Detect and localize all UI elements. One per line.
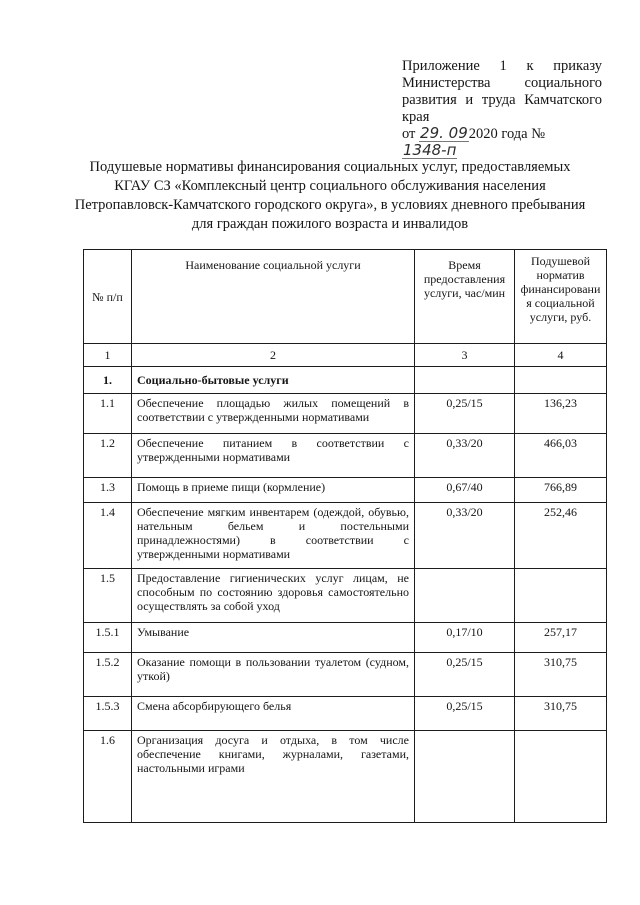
annex-line-4: края [402, 109, 430, 125]
row-norm: 310,75 [515, 653, 607, 697]
annex-date-line [402, 126, 602, 160]
annex-header [402, 58, 602, 160]
row-name: Обеспечение площадью жилых помещений в соответствии с утвержденными нормативами [132, 394, 415, 434]
row-time: 0,17/10 [415, 623, 515, 653]
table-row [84, 653, 607, 697]
date-middle: 2020 года № [468, 126, 546, 142]
row-num: 1.5 [84, 569, 132, 623]
row-time: 0,25/15 [415, 394, 515, 434]
row-num: 1.5.1 [84, 623, 132, 653]
norms-table [83, 249, 607, 823]
row-num: 1.6 [84, 731, 132, 823]
row-num: 1.4 [84, 503, 132, 569]
index-cell: 4 [515, 344, 607, 367]
row-num: 1.5.2 [84, 653, 132, 697]
section-num: 1. [84, 367, 132, 394]
section-time-empty [415, 367, 515, 394]
row-time [415, 569, 515, 623]
handwritten-date: 29. 09 [420, 124, 468, 142]
header-num: № п/п [84, 250, 132, 344]
index-cell: 2 [132, 344, 415, 367]
row-name: Обеспечение мягким инвентарем (одеждой, обувью, нательным бельем и постельными принадлежностями) в соответствии с утвержденными нормативами [132, 503, 415, 569]
row-norm: 310,75 [515, 697, 607, 731]
table-row [84, 731, 607, 823]
document-title: Подушевые нормативы финансирования социальных услуг, предоставляемых КГАУ СЗ «Комплексный центр социального обслуживания населения Петропавловск-Камчатского городского округа», в условиях дневного пребывания для граждан пожилого возраста и инвалидов [74, 159, 586, 232]
row-time: 0,33/20 [415, 434, 515, 478]
section-row [84, 367, 607, 394]
index-cell: 1 [84, 344, 132, 367]
row-norm: 252,46 [515, 503, 607, 569]
annex-line-2: Министерства социального [402, 75, 602, 91]
table-index-row [84, 344, 607, 367]
table-row [84, 569, 607, 623]
section-norm-empty [515, 367, 607, 394]
table-row [84, 623, 607, 653]
table-header-row [84, 250, 607, 344]
row-name: Умывание [132, 623, 415, 653]
row-norm: 257,17 [515, 623, 607, 653]
row-norm: 466,03 [515, 434, 607, 478]
annex-line-1: Приложение 1 к приказу [402, 58, 602, 74]
row-name: Оказание помощи в пользовании туалетом (судном, уткой) [132, 653, 415, 697]
row-time: 0,25/15 [415, 653, 515, 697]
section-name: Социально-бытовые услуги [132, 367, 415, 394]
header-name: Наименование социальной услуги [132, 250, 415, 344]
header-time: Время предоставления услуги, час/мин [415, 250, 515, 344]
row-num: 1.1 [84, 394, 132, 434]
row-norm: 766,89 [515, 478, 607, 503]
index-cell: 3 [415, 344, 515, 367]
row-name: Организация досуга и отдыха, в том числе обеспечение книгами, журналами, газетами, настольными играми [132, 731, 415, 823]
row-norm [515, 731, 607, 823]
row-name: Смена абсорбирующего белья [132, 697, 415, 731]
row-num: 1.3 [84, 478, 132, 503]
handwritten-order-number: 1348-п [403, 141, 457, 159]
row-name: Помощь в приеме пищи (кормление) [132, 478, 415, 503]
table-row [84, 478, 607, 503]
row-time: 0,33/20 [415, 503, 515, 569]
table-row [84, 434, 607, 478]
annex-line-3: развития и труда Камчатского [402, 92, 602, 108]
row-name: Обеспечение питанием в соответствии с утвержденными нормативами [132, 434, 415, 478]
row-time [415, 731, 515, 823]
header-norm: Подушевой норматив финансировани я социальной услуги, руб. [515, 250, 607, 344]
row-time: 0,25/15 [415, 697, 515, 731]
table-row [84, 394, 607, 434]
row-time: 0,67/40 [415, 478, 515, 503]
table-row [84, 697, 607, 731]
row-norm [515, 569, 607, 623]
row-num: 1.2 [84, 434, 132, 478]
row-norm: 136,23 [515, 394, 607, 434]
table-row [84, 503, 607, 569]
row-num: 1.5.3 [84, 697, 132, 731]
row-name: Предоставление гигиенических услуг лицам, не способным по состоянию здоровья самостоятельно осуществлять за собой уход [132, 569, 415, 623]
date-prefix: от [402, 126, 416, 142]
